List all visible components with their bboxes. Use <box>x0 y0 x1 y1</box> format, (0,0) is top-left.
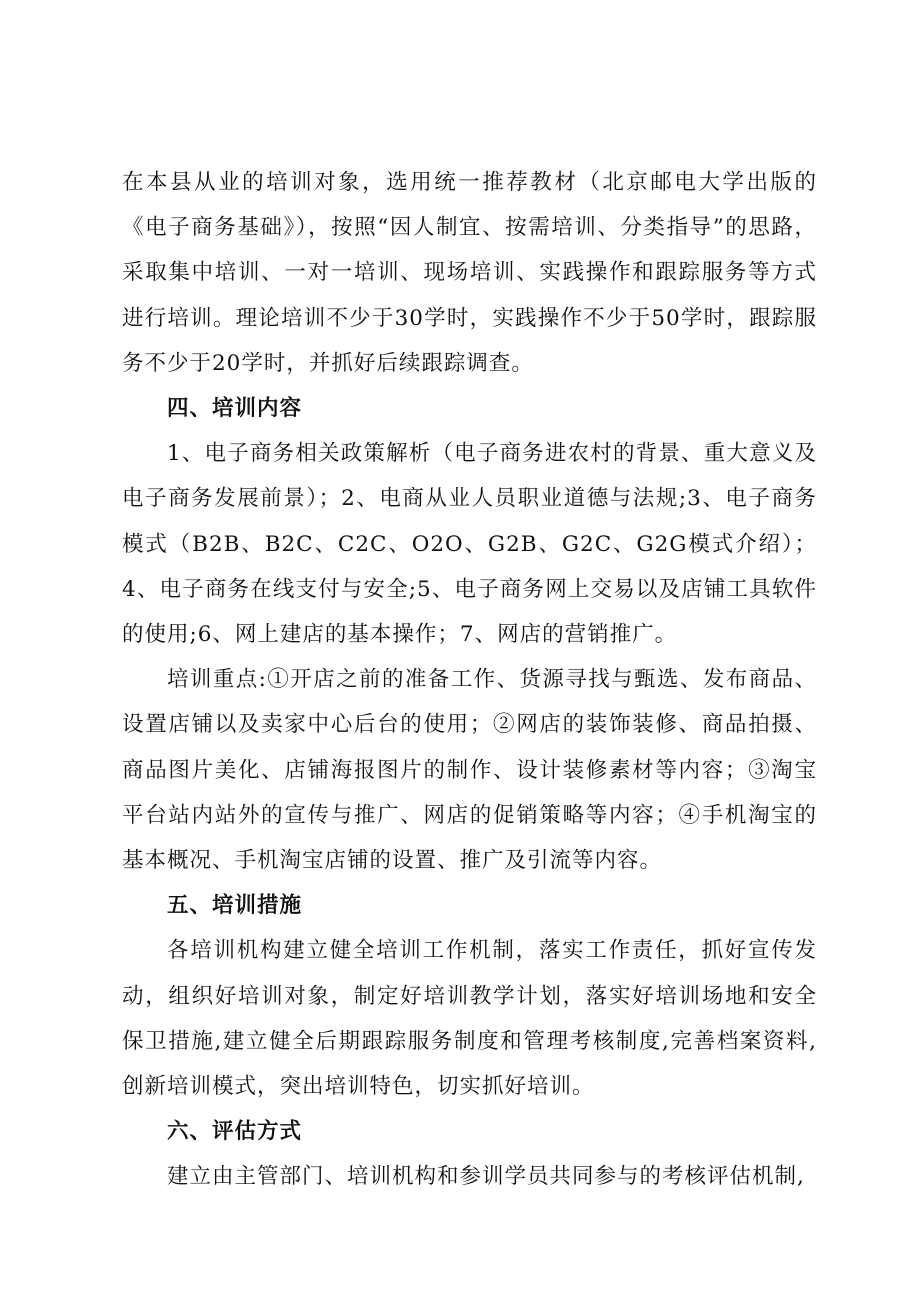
paragraph-training-focus: 培训重点:①开店之前的准备工作、货源寻找与甄选、发布商品、设置店铺以及卖家中心后台的使用；②网店的装饰装修、商品拍摄、商品图片美化、店铺海报图片的制作、设计装修素材等内容；③淘宝平台站内站外的宣传与推广、网店的促销策略等内容；④手机淘宝的基本概况、手机淘宝店铺的设置、推广及引流等内容。 <box>122 667 817 874</box>
paragraph-training-measures: 各培训机构建立健全培训工作机制，落实工作责任，抓好宣传发动，组织好培训对象，制定好培训教学计划，落实好培训场地和安全保卫措施,建立健全后期跟踪服务制度和管理考核制度,完善档案资料,创新培训模式，突出培训特色，切实抓好培训。 <box>122 938 817 1100</box>
section-heading-training-content: 四、培训内容 <box>167 396 303 422</box>
paragraph-evaluation-method: 建立由主管部门、培训机构和参训学员共同参与的考核评估机制, <box>167 1164 805 1190</box>
paragraph-training-topics: 1、电子商务相关政策解析（电子商务进农村的背景、重大意义及电子商务发展前景）；2、电商从业人员职业道德与法规;3、电子商务模式（B2B、B2C、C2C、O2O、G2B、G2C、G2G模式介绍）；4、电子商务在线支付与安全;5、电子商务网上交易以及店铺工具软件的使用;6、网上建店的基本操作；7、网店的营销推广。 <box>122 441 817 648</box>
paragraph-training-method: 在本县从业的培训对象，选用统一推荐教材（北京邮电大学出版的《电子商务基础》），按照“因人制宜、按需培训、分类指导”的思路，采取集中培训、一对一培训、现场培训、实践操作和跟踪服务等方式进行培训。理论培训不少于30学时，实践操作不少于50学时，跟踪服务不少于20学时，并抓好后续跟踪调查。 <box>122 170 818 376</box>
section-heading-evaluation-method: 六、评估方式 <box>167 1119 303 1145</box>
section-heading-training-measures: 五、培训措施 <box>167 893 303 919</box>
document-page <box>122 160 817 1200</box>
